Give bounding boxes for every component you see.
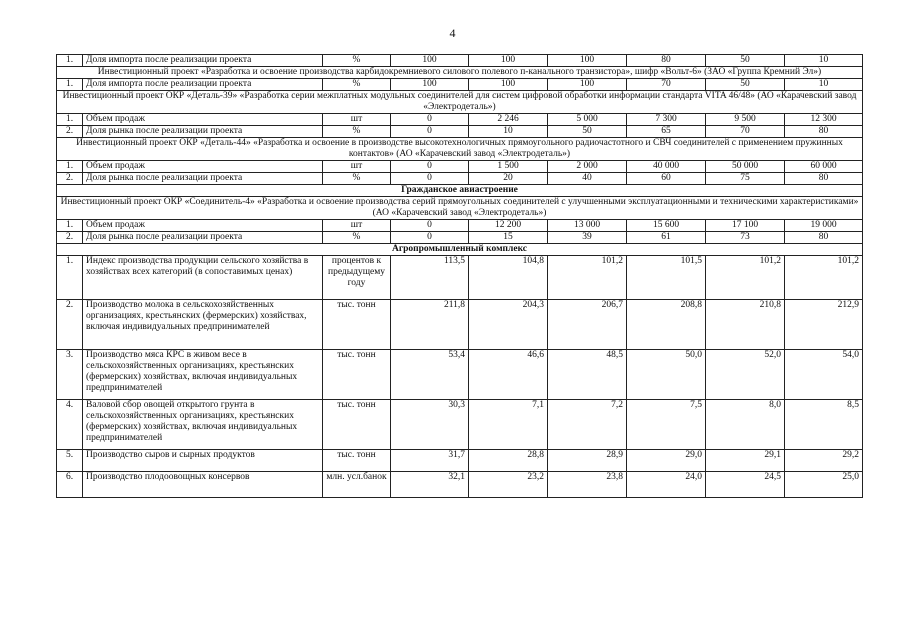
value-cell: 206,7 bbox=[548, 300, 627, 350]
value-cell: 211,8 bbox=[391, 300, 469, 350]
indicator-name: Производство молока в сельскохозяйственных организациях, крестьянских (фермерских) хозяйствах, включая индивидуальных предпринимателей bbox=[83, 300, 323, 350]
value-cell: 50 000 bbox=[706, 161, 785, 173]
value-cell: 70 bbox=[706, 126, 785, 138]
indicator-name: Валовой сбор овощей открытого грунта в сельскохозяйственных организациях, крестьянских (фермерских) хозяйствах, включая индивидуальных предпринимателей bbox=[83, 400, 323, 450]
value-cell: 8,0 bbox=[706, 400, 785, 450]
indicator-row bbox=[57, 161, 863, 173]
value-cell: 0 bbox=[391, 232, 469, 244]
value-cell: 25,0 bbox=[785, 472, 863, 498]
value-cell: 48,5 bbox=[548, 350, 627, 400]
value-cell: 10 bbox=[785, 79, 863, 91]
value-cell: 31,7 bbox=[391, 450, 469, 472]
value-cell: 113,5 bbox=[391, 256, 469, 300]
value-cell: 61 bbox=[627, 232, 706, 244]
value-cell: 50 bbox=[548, 126, 627, 138]
value-cell: 60 000 bbox=[785, 161, 863, 173]
row-number: 2. bbox=[57, 173, 83, 185]
value-cell: 54,0 bbox=[785, 350, 863, 400]
indicator-name: Доля рынка после реализации проекта bbox=[83, 126, 323, 138]
value-cell: 75 bbox=[706, 173, 785, 185]
value-cell: 50 bbox=[706, 55, 785, 67]
value-cell: 0 bbox=[391, 114, 469, 126]
indicator-name: Доля импорта после реализации проекта bbox=[83, 55, 323, 67]
value-cell: 100 bbox=[548, 55, 627, 67]
value-cell: 73 bbox=[706, 232, 785, 244]
value-cell: 7,1 bbox=[469, 400, 548, 450]
value-cell: 60 bbox=[627, 173, 706, 185]
value-cell: 23,8 bbox=[548, 472, 627, 498]
value-cell: 7 300 bbox=[627, 114, 706, 126]
value-cell: 7,5 bbox=[627, 400, 706, 450]
project-title-row bbox=[57, 67, 863, 79]
page-number: 4 bbox=[449, 26, 456, 40]
value-cell: 0 bbox=[391, 220, 469, 232]
value-cell: 101,2 bbox=[548, 256, 627, 300]
indicator-name: Объем продаж bbox=[83, 161, 323, 173]
unit-cell: млн. усл.банок bbox=[323, 472, 391, 498]
value-cell: 101,5 bbox=[627, 256, 706, 300]
value-cell: 0 bbox=[391, 161, 469, 173]
section-header-row bbox=[57, 244, 863, 256]
project-title: Инвестиционный проект ОКР «Деталь-44» «Разработка и освоение в производстве высокотехнологичных прямоугольного радиочастотного и СВЧ соединителей с применением пружинных контактов» (АО «Карачевский завод «Электродеталь») bbox=[57, 138, 863, 161]
value-cell: 212,9 bbox=[785, 300, 863, 350]
unit-cell: % bbox=[323, 55, 391, 67]
row-number: 2. bbox=[57, 232, 83, 244]
value-cell: 204,3 bbox=[469, 300, 548, 350]
value-cell: 101,2 bbox=[785, 256, 863, 300]
value-cell: 0 bbox=[391, 173, 469, 185]
unit-cell: % bbox=[323, 173, 391, 185]
unit-cell: % bbox=[323, 79, 391, 91]
row-number: 3. bbox=[57, 350, 83, 400]
agro-indicator-row bbox=[57, 300, 863, 350]
indicator-row bbox=[57, 114, 863, 126]
indicator-name: Объем продаж bbox=[83, 220, 323, 232]
value-cell: 100 bbox=[391, 55, 469, 67]
value-cell: 15 bbox=[469, 232, 548, 244]
value-cell: 100 bbox=[469, 79, 548, 91]
value-cell: 0 bbox=[391, 126, 469, 138]
value-cell: 80 bbox=[627, 55, 706, 67]
indicator-name: Объем продаж bbox=[83, 114, 323, 126]
value-cell: 80 bbox=[785, 173, 863, 185]
row-number: 5. bbox=[57, 450, 83, 472]
value-cell: 24,5 bbox=[706, 472, 785, 498]
value-cell: 13 000 bbox=[548, 220, 627, 232]
unit-cell: тыс. тонн bbox=[323, 350, 391, 400]
value-cell: 30,3 bbox=[391, 400, 469, 450]
indicator-name: Производство мяса КРС в живом весе в сельскохозяйственных организациях, крестьянских (фермерских) хозяйствах, включая индивидуальных предпринимателей bbox=[83, 350, 323, 400]
indicator-name: Индекс производства продукции сельского хозяйства в хозяйствах всех категорий (в сопоставимых ценах) bbox=[83, 256, 323, 300]
value-cell: 15 600 bbox=[627, 220, 706, 232]
indicators-table bbox=[56, 54, 863, 498]
project-title: Инвестиционный проект «Разработка и освоение производства карбидокремниевого силового полевого п-канального транзистора», шифр «Вольт-6» (ЗАО «Группа Кремний Эл») bbox=[57, 67, 863, 79]
unit-cell: тыс. тонн bbox=[323, 300, 391, 350]
value-cell: 5 000 bbox=[548, 114, 627, 126]
indicator-name: Производство сыров и сырных продуктов bbox=[83, 450, 323, 472]
value-cell: 46,6 bbox=[469, 350, 548, 400]
unit-cell: шт bbox=[323, 220, 391, 232]
indicator-row bbox=[57, 173, 863, 185]
value-cell: 12 300 bbox=[785, 114, 863, 126]
indicator-row bbox=[57, 126, 863, 138]
row-number: 1. bbox=[57, 220, 83, 232]
value-cell: 52,0 bbox=[706, 350, 785, 400]
indicator-row bbox=[57, 79, 863, 91]
value-cell: 2 000 bbox=[548, 161, 627, 173]
value-cell: 39 bbox=[548, 232, 627, 244]
value-cell: 23,2 bbox=[469, 472, 548, 498]
value-cell: 101,2 bbox=[706, 256, 785, 300]
section-header: Гражданское авиастроение bbox=[57, 185, 863, 197]
row-number: 2. bbox=[57, 126, 83, 138]
indicator-name: Доля импорта после реализации проекта bbox=[83, 79, 323, 91]
agro-indicator-row bbox=[57, 400, 863, 450]
value-cell: 12 200 bbox=[469, 220, 548, 232]
project-title: Инвестиционный проект ОКР «Деталь-39» «Разработка серии межплатных модульных соединителей для систем цифровой обработки информации стандарта VITA 46/48» (АО «Карачевский завод «Электродеталь») bbox=[57, 91, 863, 114]
row-number: 4. bbox=[57, 400, 83, 450]
value-cell: 10 bbox=[469, 126, 548, 138]
value-cell: 80 bbox=[785, 232, 863, 244]
value-cell: 210,8 bbox=[706, 300, 785, 350]
value-cell: 8,5 bbox=[785, 400, 863, 450]
value-cell: 100 bbox=[469, 55, 548, 67]
indicator-row bbox=[57, 220, 863, 232]
value-cell: 10 bbox=[785, 55, 863, 67]
value-cell: 29,1 bbox=[706, 450, 785, 472]
value-cell: 7,2 bbox=[548, 400, 627, 450]
unit-cell: шт bbox=[323, 114, 391, 126]
section-header-row bbox=[57, 185, 863, 197]
value-cell: 17 100 bbox=[706, 220, 785, 232]
value-cell: 104,8 bbox=[469, 256, 548, 300]
unit-cell: процентов к предыдущему году bbox=[323, 256, 391, 300]
value-cell: 28,8 bbox=[469, 450, 548, 472]
value-cell: 9 500 bbox=[706, 114, 785, 126]
indicator-name: Доля рынка после реализации проекта bbox=[83, 232, 323, 244]
agro-indicator-row bbox=[57, 350, 863, 400]
project-title-row bbox=[57, 197, 863, 220]
value-cell: 24,0 bbox=[627, 472, 706, 498]
value-cell: 40 000 bbox=[627, 161, 706, 173]
value-cell: 19 000 bbox=[785, 220, 863, 232]
row-number: 6. bbox=[57, 472, 83, 498]
indicator-name: Доля рынка после реализации проекта bbox=[83, 173, 323, 185]
agro-indicator-row bbox=[57, 450, 863, 472]
value-cell: 32,1 bbox=[391, 472, 469, 498]
value-cell: 50,0 bbox=[627, 350, 706, 400]
value-cell: 1 500 bbox=[469, 161, 548, 173]
agro-indicator-row bbox=[57, 256, 863, 300]
value-cell: 208,8 bbox=[627, 300, 706, 350]
project-title-row bbox=[57, 91, 863, 114]
value-cell: 2 246 bbox=[469, 114, 548, 126]
row-number: 1. bbox=[57, 55, 83, 67]
agro-indicator-row bbox=[57, 472, 863, 498]
value-cell: 40 bbox=[548, 173, 627, 185]
row-number: 1. bbox=[57, 256, 83, 300]
value-cell: 70 bbox=[627, 79, 706, 91]
value-cell: 100 bbox=[548, 79, 627, 91]
value-cell: 50 bbox=[706, 79, 785, 91]
value-cell: 80 bbox=[785, 126, 863, 138]
indicator-row bbox=[57, 55, 863, 67]
unit-cell: % bbox=[323, 232, 391, 244]
unit-cell: шт bbox=[323, 161, 391, 173]
unit-cell: тыс. тонн bbox=[323, 450, 391, 472]
value-cell: 28,9 bbox=[548, 450, 627, 472]
value-cell: 20 bbox=[469, 173, 548, 185]
project-title-row bbox=[57, 138, 863, 161]
section-header: Агропромышленный комплекс bbox=[57, 244, 863, 256]
value-cell: 53,4 bbox=[391, 350, 469, 400]
indicator-row bbox=[57, 232, 863, 244]
row-number: 1. bbox=[57, 114, 83, 126]
value-cell: 29,0 bbox=[627, 450, 706, 472]
unit-cell: % bbox=[323, 126, 391, 138]
row-number: 1. bbox=[57, 79, 83, 91]
value-cell: 65 bbox=[627, 126, 706, 138]
project-title: Инвестиционный проект ОКР «Соединитель-4» «Разработка и освоение производства серий прямоугольных соединителей с улучшенными эксплуатационными и техническими характеристиками» (АО «Карачевский завод «Электродеталь») bbox=[57, 197, 863, 220]
value-cell: 100 bbox=[391, 79, 469, 91]
value-cell: 29,2 bbox=[785, 450, 863, 472]
unit-cell: тыс. тонн bbox=[323, 400, 391, 450]
row-number: 2. bbox=[57, 300, 83, 350]
indicator-name: Производство плодоовощных консервов bbox=[83, 472, 323, 498]
row-number: 1. bbox=[57, 161, 83, 173]
